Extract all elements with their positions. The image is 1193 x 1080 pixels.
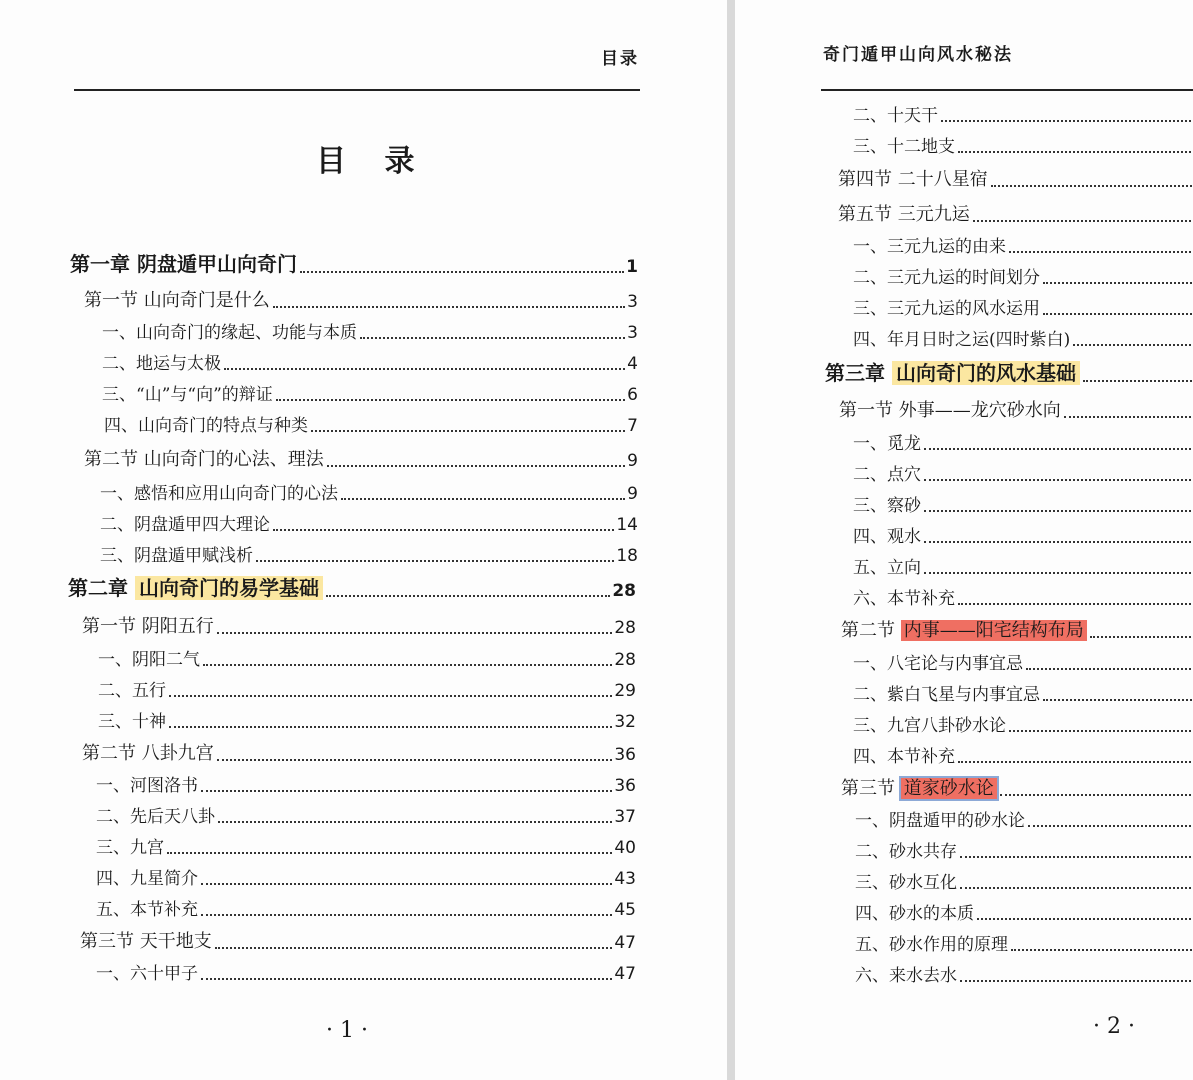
entry-label: 第一节 外事——龙穴砂水向 (839, 400, 1061, 421)
toc-entry[interactable] (853, 743, 1193, 767)
entry-page: 47 (614, 964, 636, 984)
entry-label: 四、山向奇门的特点与种类 (104, 416, 308, 436)
leader-dots (1009, 249, 1193, 253)
leader-dots (924, 570, 1193, 574)
leader-dots (276, 397, 625, 401)
section-number: 第三节 (841, 778, 901, 799)
entry-page: 45 (614, 900, 636, 920)
toc-entry[interactable] (853, 461, 1193, 485)
leader-dots (169, 724, 612, 728)
entry-page: 6 (627, 385, 638, 405)
leader-dots (924, 446, 1193, 450)
entry-page: 32 (614, 712, 636, 732)
leader-dots (977, 916, 1193, 920)
entry-label: 第二节 八卦九宫 (82, 743, 214, 764)
leader-dots (958, 149, 1193, 153)
leader-dots (960, 978, 1193, 982)
toc-entry[interactable] (853, 295, 1193, 319)
leader-dots (203, 662, 612, 666)
entry-page: 3 (627, 292, 638, 312)
toc-entry-section[interactable] (82, 614, 636, 638)
leader-dots (1043, 280, 1193, 284)
leader-dots (1043, 311, 1193, 315)
leader-dots (273, 527, 614, 531)
leader-dots (960, 854, 1193, 858)
entry-label: 五、立向 (853, 558, 921, 578)
entry-label: 第五节 三元九运 (838, 204, 970, 225)
leader-dots (273, 304, 625, 308)
entry-label: 二、阴盘遁甲四大理论 (100, 515, 270, 535)
entry-label: 三、三元九运的风水运用 (853, 299, 1040, 319)
leader-dots (941, 118, 1193, 122)
toc-entry[interactable] (853, 681, 1193, 705)
toc-entry[interactable] (855, 838, 1193, 862)
entry-label: 六、本节补充 (853, 589, 955, 609)
toc-entry[interactable] (96, 834, 636, 858)
toc-entry[interactable] (855, 869, 1193, 893)
entry-label: 四、观水 (853, 527, 921, 547)
entry-label: 第一节 阴阳五行 (82, 616, 214, 637)
toc-entry-section[interactable] (80, 929, 636, 953)
section-number: 第二节 (841, 620, 901, 641)
toc-entry[interactable] (855, 900, 1193, 924)
page-number: · 1 · (326, 1018, 368, 1043)
leader-dots (215, 945, 613, 949)
toc-entry-section[interactable] (84, 447, 638, 471)
toc-entry-section[interactable] (82, 741, 636, 765)
leader-dots (217, 757, 613, 761)
entry-label: 一、阴阳二气 (98, 650, 200, 670)
entry-page: 43 (614, 869, 636, 889)
leader-dots (1011, 947, 1193, 951)
page-number: · 2 · (1093, 1014, 1135, 1039)
entry-label (825, 357, 1080, 386)
entry-label: 二、先后天八卦 (96, 807, 215, 827)
toc-entry[interactable] (855, 931, 1193, 955)
entry-label: 三、“山”与“向”的辩证 (102, 385, 273, 405)
toc-entry[interactable] (102, 350, 638, 374)
entry-label: 四、年月日时之运(四时紫白) (853, 330, 1071, 350)
toc-entry-section[interactable] (841, 618, 1193, 642)
entry-label: 四、九星简介 (96, 869, 198, 889)
entry-label: 四、砂水的本质 (855, 904, 974, 924)
entry-label: 二、地运与太极 (102, 354, 221, 374)
leader-dots (326, 593, 610, 597)
leader-dots (201, 976, 612, 980)
leader-dots (300, 269, 624, 273)
toc-entry[interactable] (100, 542, 638, 566)
leader-dots (327, 463, 625, 467)
toc-entry-chapter[interactable] (68, 577, 636, 601)
toc-entry-section[interactable] (838, 167, 1193, 191)
entry-page: 28 (614, 650, 636, 670)
toc-entry[interactable] (96, 865, 636, 889)
entry-label: 三、察砂 (853, 496, 921, 516)
running-head: 目录 (601, 49, 639, 69)
toc-entry[interactable] (853, 430, 1193, 454)
leader-dots (311, 428, 625, 432)
entry-label: 一、河图洛书 (96, 776, 198, 796)
toc-entry[interactable] (96, 960, 636, 984)
leader-dots (217, 630, 613, 634)
leader-dots (201, 788, 612, 792)
leader-dots (1083, 378, 1193, 382)
entry-label: 一、感悟和应用山向奇门的心法 (100, 484, 338, 504)
entry-page: 28 (612, 581, 636, 601)
leader-dots (924, 508, 1193, 512)
entry-page: 28 (614, 618, 636, 638)
entry-page: 29 (614, 681, 636, 701)
entry-page: 37 (614, 807, 636, 827)
entry-page: 36 (614, 776, 636, 796)
toc-entry[interactable] (853, 326, 1193, 350)
entry-label: 第一节 山向奇门是什么 (84, 290, 270, 311)
entry-label: 三、十神 (98, 712, 166, 732)
entry-label: 五、砂水作用的原理 (855, 935, 1008, 955)
leader-dots (218, 819, 612, 823)
entry-page: 7 (627, 416, 638, 436)
chapter-number: 第三章 (825, 361, 892, 385)
leader-dots (1026, 666, 1193, 670)
leader-dots (167, 850, 612, 854)
toc-entry-section[interactable] (84, 288, 638, 312)
entry-label: 二、五行 (98, 681, 166, 701)
leader-dots (958, 601, 1193, 605)
highlighted-title: 山向奇门的风水基础 (892, 361, 1080, 385)
toc-title: 目 录 (316, 144, 429, 179)
entry-label: 三、阴盘遁甲赋浅析 (100, 546, 253, 566)
toc-entry-chapter[interactable] (825, 362, 1193, 386)
entry-label: 二、砂水共存 (855, 842, 957, 862)
toc-entry[interactable] (853, 233, 1193, 257)
toc-entry[interactable] (855, 962, 1193, 986)
entry-label: 二、十天干 (853, 106, 938, 126)
leader-dots (924, 477, 1193, 481)
entry-label (841, 616, 1087, 642)
right-page (735, 0, 1193, 1080)
entry-label: 一、觅龙 (853, 434, 921, 454)
running-head: 奇门遁甲山向风水秘法 (823, 45, 1013, 65)
toc-entry[interactable] (98, 708, 636, 732)
leader-dots (958, 759, 1193, 763)
entry-label: 六、来水去水 (855, 966, 957, 986)
highlighted-title: 山向奇门的易学基础 (135, 576, 323, 600)
entry-label: 二、点穴 (853, 465, 921, 485)
toc-entry[interactable] (855, 807, 1193, 831)
toc-entry[interactable] (98, 646, 636, 670)
entry-label: 三、十二地支 (853, 137, 955, 157)
toc-entry[interactable] (853, 264, 1193, 288)
entry-page: 9 (627, 484, 638, 504)
toc-entry[interactable] (853, 523, 1193, 547)
entry-label: 三、九宫八卦砂水论 (853, 716, 1006, 736)
toc-entry[interactable] (853, 102, 1193, 126)
leader-dots (1028, 823, 1193, 827)
entry-page: 36 (614, 745, 636, 765)
entry-label: 一、山向奇门的缘起、功能与本质 (102, 323, 357, 343)
entry-label: 一、三元九运的由来 (853, 237, 1006, 257)
entry-label: 一、阴盘遁甲的砂水论 (855, 811, 1025, 831)
entry-page: 4 (627, 354, 638, 374)
entry-label: 四、本节补充 (853, 747, 955, 767)
entry-label (68, 572, 323, 601)
leader-dots (991, 183, 1193, 187)
header-rule (821, 89, 1193, 91)
toc-entry-section[interactable] (839, 398, 1193, 422)
leader-dots (360, 335, 625, 339)
toc-entry-section[interactable] (838, 202, 1193, 226)
leader-dots (973, 218, 1193, 222)
entry-label: 第四节 二十八星宿 (838, 169, 988, 190)
leader-dots (924, 539, 1193, 543)
leader-dots (1064, 414, 1193, 418)
toc-entry[interactable] (104, 412, 638, 436)
toc-entry[interactable] (96, 896, 636, 920)
toc-entry[interactable] (853, 712, 1193, 736)
entry-label: 一、六十甲子 (96, 964, 198, 984)
toc-entry[interactable] (96, 772, 636, 796)
entry-label: 第三节 天干地支 (80, 931, 212, 952)
entry-label: 三、砂水互化 (855, 873, 957, 893)
leader-dots (1043, 697, 1193, 701)
entry-label: 第一章 阴盘遁甲山向奇门 (70, 252, 297, 276)
toc-entry[interactable] (102, 319, 638, 343)
entry-label: 二、三元九运的时间划分 (853, 268, 1040, 288)
entry-page: 14 (616, 515, 638, 535)
leader-dots (341, 496, 625, 500)
leader-dots (224, 366, 625, 370)
entry-page: 3 (627, 323, 638, 343)
entry-label: 二、紫白飞星与内事宜忌 (853, 685, 1040, 705)
entry-label (841, 774, 997, 800)
leader-dots (201, 912, 612, 916)
toc-entry[interactable] (102, 381, 638, 405)
toc-entry[interactable] (98, 677, 636, 701)
entry-page: 40 (614, 838, 636, 858)
toc-entry-section[interactable] (841, 776, 1193, 800)
entry-page: 18 (616, 546, 638, 566)
leader-dots (1073, 342, 1193, 346)
entry-page: 47 (614, 933, 636, 953)
leader-dots (1000, 792, 1193, 796)
leader-dots (201, 881, 612, 885)
highlighted-title: 内事——阳宅结构布局 (901, 620, 1087, 641)
toc-entry[interactable] (100, 511, 638, 535)
toc-entry[interactable] (853, 554, 1193, 578)
leader-dots (256, 558, 614, 562)
entry-label: 五、本节补充 (96, 900, 198, 920)
entry-label: 一、八宅论与内事宜忌 (853, 654, 1023, 674)
entry-page: 9 (627, 451, 638, 471)
toc-entry[interactable] (853, 133, 1193, 157)
toc-entry[interactable] (853, 585, 1193, 609)
selected-highlighted-title[interactable]: 道家砂水论 (901, 778, 997, 799)
toc-entry-chapter[interactable] (70, 253, 638, 277)
leader-dots (1090, 634, 1193, 638)
entry-page: 1 (626, 257, 638, 277)
entry-label: 第二节 山向奇门的心法、理法 (84, 449, 324, 470)
header-rule (74, 89, 640, 91)
leader-dots (1009, 728, 1193, 732)
toc-entry[interactable] (96, 803, 636, 827)
entry-label: 三、九宫 (96, 838, 164, 858)
toc-entry[interactable] (100, 480, 638, 504)
toc-entry[interactable] (853, 650, 1193, 674)
toc-entry[interactable] (853, 492, 1193, 516)
leader-dots (169, 693, 612, 697)
leader-dots (960, 885, 1193, 889)
chapter-number: 第二章 (68, 576, 135, 600)
